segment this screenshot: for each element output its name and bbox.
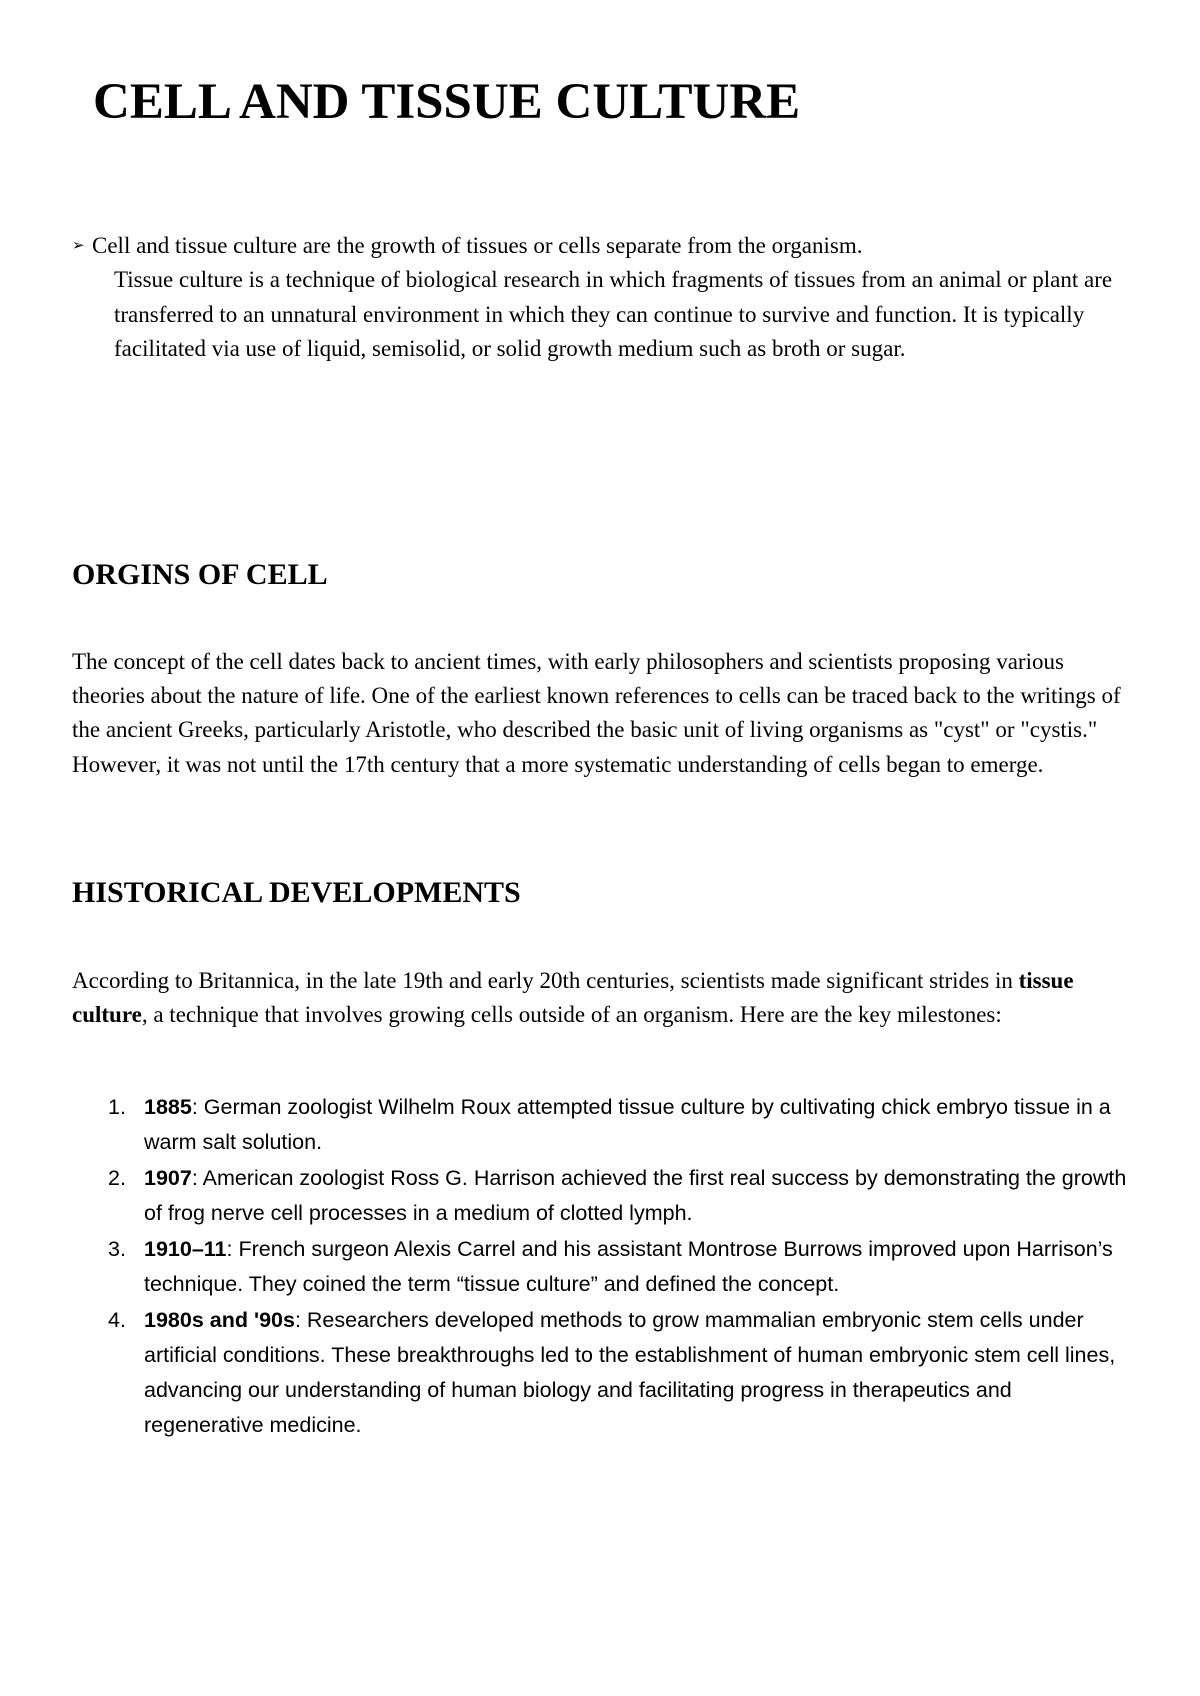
milestone-year: 1910–11 [144,1237,227,1261]
origins-paragraph: The concept of the cell dates back to ancient times, with early philosophers and scientists proposing various theories about the nature of life. One of the earliest known references to cells can be traced back to the writings of the ancient Greeks, particularly Aristotle, who described the basic unit of living organisms as "cyst" or "cystis." However, it was not until the 17th century that a more systematic understanding of cells began to emerge. [72,649,1121,777]
milestone-year: 1980s and '90s [144,1308,295,1332]
history-intro-paragraph [72,964,1132,1032]
milestones-list [72,1090,1132,1444]
document-title: CELL AND TISSUE CULTURE [93,74,801,130]
milestone-text: : Researchers developed methods to grow mammalian embryonic stem cells under artificial conditions. These breakthroughs led to the establishment of human embryonic stem cell lines, advancing our understanding of human biology and facilitating progress in therapeutics and regenerative medicine. [144,1308,1116,1437]
history-intro-text-after: , a technique that involves growing cells outside of an organism. Here are the key milestones: [141,1002,1002,1028]
milestone-number: 3. [108,1237,126,1261]
history-intro-bold-term: tissue culture [72,968,1074,1028]
arrow-bullet-icon: ➢ [72,238,85,254]
milestone-item [72,1161,1132,1231]
intro-continuation-text: Tissue culture is a technique of biological research in which fragments of tissues from an animal or plant are transferred to an unnatural environment in which they can continue to survive and function. It is typically facilitated via use of liquid, semisolid, or solid growth medium such as broth or sugar. [114,267,1113,362]
intro-first-line-text: Cell and tissue culture are the growth of tissues or cells separate from the organism. [92,233,863,258]
milestone-year: 1885 [144,1095,192,1119]
milestone-year: 1907 [144,1166,192,1190]
intro-first-line [72,229,1132,263]
milestone-text: : German zoologist Wilhelm Roux attempted tissue culture by cultivating chick embryo tissue in a warm salt solution. [144,1095,1111,1154]
milestone-item [72,1090,1132,1160]
milestone-number: 2. [108,1166,126,1190]
milestone-text: : American zoologist Ross G. Harrison achieved the first real success by demonstrating the growth of frog nerve cell processes in a medium of clotted lymph. [144,1166,1127,1225]
origins-heading: ORGINS OF CELL [72,558,328,591]
milestone-item [72,1303,1132,1443]
milestone-number: 1. [108,1095,126,1119]
milestone-text: : French surgeon Alexis Carrel and his assistant Montrose Burrows improved upon Harrison’s technique. They coined the term “tissue culture” and defined the concept. [144,1237,1113,1296]
history-intro-text-before: According to Britannica, in the late 19th and early 20th centuries, scientists made significant strides in [72,968,1019,993]
history-heading: HISTORICAL DEVELOPMENTS [72,876,521,909]
intro-bullet-paragraph [72,229,1132,367]
milestone-item [72,1232,1132,1302]
milestone-number: 4. [108,1308,126,1332]
